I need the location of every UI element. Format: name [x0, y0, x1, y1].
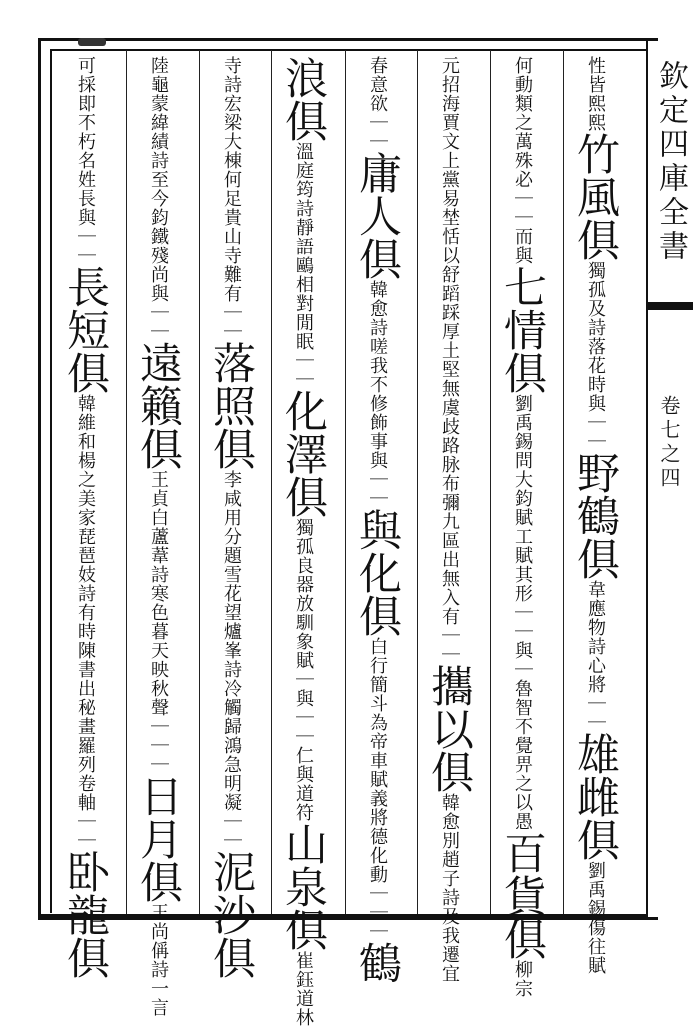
entry-annotation: 劉禹錫傷往賦: [585, 861, 606, 975]
entry-heading: 庸人俱: [352, 151, 402, 280]
text-column: [133, 56, 183, 1017]
entry-annotation: 春意欲｜｜: [367, 56, 388, 151]
entry-heading: 與化俱: [352, 508, 402, 637]
text-column: [570, 56, 620, 975]
text-column: [497, 56, 547, 998]
entry-annotation: 獨孤良器放馴象賦｜與｜｜仁與道符: [293, 518, 314, 822]
column-rule: [345, 50, 346, 914]
entry-annotation: 白行簡斗為帝車賦義將德化動｜｜｜: [367, 637, 388, 941]
book-title: 欽定四庫全書: [653, 60, 688, 264]
text-column: [352, 56, 402, 984]
column-rule: [199, 50, 200, 914]
entry-annotation: 韋應物詩心將｜｜: [585, 580, 606, 732]
entry-heading: 雄雌俱: [570, 732, 620, 861]
entry-annotation: 柳宗: [512, 960, 533, 998]
entry-heading: 化澤俱: [278, 389, 328, 518]
column-rule: [490, 50, 491, 914]
text-column: [424, 56, 474, 983]
entry-heading: 落照俱: [206, 341, 256, 470]
entry-annotation: 韓維和楊之美家琵琶妓詩有時陳書出秘畫羅列卷軸｜｜: [75, 394, 96, 850]
column-rule: [126, 50, 127, 914]
fishtail-mark: [646, 302, 693, 310]
entry-annotation: 元招海賈文上黨易埜恬以舒蹈踩厚土堅無虞歧路脉布彌九區出無入有｜｜: [439, 56, 460, 664]
entry-annotation: 王貞白蘆葦詩寒色暮天映秋聲｜｜｜: [148, 470, 169, 774]
column-rule: [563, 50, 564, 914]
entry-heading: 七情俱: [497, 265, 547, 394]
entry-annotation: 韓愈別趙子詩及我遷宜: [439, 793, 460, 983]
text-column: [206, 56, 256, 979]
entry-heading: 鶴: [352, 941, 402, 984]
entry-annotation: 崔鈺道林: [293, 951, 314, 1027]
entry-annotation: 溫庭筠詩靜語鷗相對閒眠｜｜: [293, 142, 314, 389]
entry-annotation: 王尚偁詩一言: [148, 903, 169, 1017]
entry-annotation: 李咸用分題雪花望爐峯詩冷觸歸鴻急明凝｜｜: [221, 470, 242, 850]
entry-annotation: 劉禹錫問大鈞賦工賦其形｜｜與｜魯智不覺畀之以愚: [512, 394, 533, 831]
bottom-rule: [38, 914, 648, 918]
entry-heading: 遠籟俱: [133, 341, 183, 470]
entry-annotation: 性皆熙熙: [585, 56, 606, 132]
volume-label: 卷七之四: [657, 395, 681, 491]
entry-heading: 日月俱: [133, 774, 183, 903]
entry-annotation: 韓愈詩嗟我不修飾事與｜｜: [367, 280, 388, 508]
entry-heading: 泥沙俱: [206, 850, 256, 979]
text-column: [60, 56, 110, 979]
ink-smear: [78, 38, 106, 46]
entry-annotation: 何動類之萬殊必｜｜而與: [512, 56, 533, 265]
entry-heading: 百貨俱: [497, 831, 547, 960]
column-rule: [271, 50, 272, 914]
entry-annotation: 可採即不朽名姓長與｜｜: [75, 56, 96, 265]
entry-annotation: 獨孤及詩落花時與｜｜: [585, 261, 606, 451]
entry-heading: 長短俱: [60, 265, 110, 394]
text-column: [278, 56, 328, 1027]
entry-annotation: 陸龜蒙緯績詩至今鈞鐵殘尚與｜｜: [148, 56, 169, 341]
entry-heading: 浪俱: [278, 56, 328, 142]
entry-heading: 山泉俱: [278, 822, 328, 951]
column-rule: [417, 50, 418, 914]
entry-heading: 竹風俱: [570, 132, 620, 261]
entry-heading: 卧龍俱: [60, 850, 110, 979]
entry-annotation: 寺詩宏梁大棟何足貴山寺難有｜｜: [221, 56, 242, 341]
entry-heading: 野鶴俱: [570, 451, 620, 580]
entry-heading: 攜以俱: [424, 664, 474, 793]
